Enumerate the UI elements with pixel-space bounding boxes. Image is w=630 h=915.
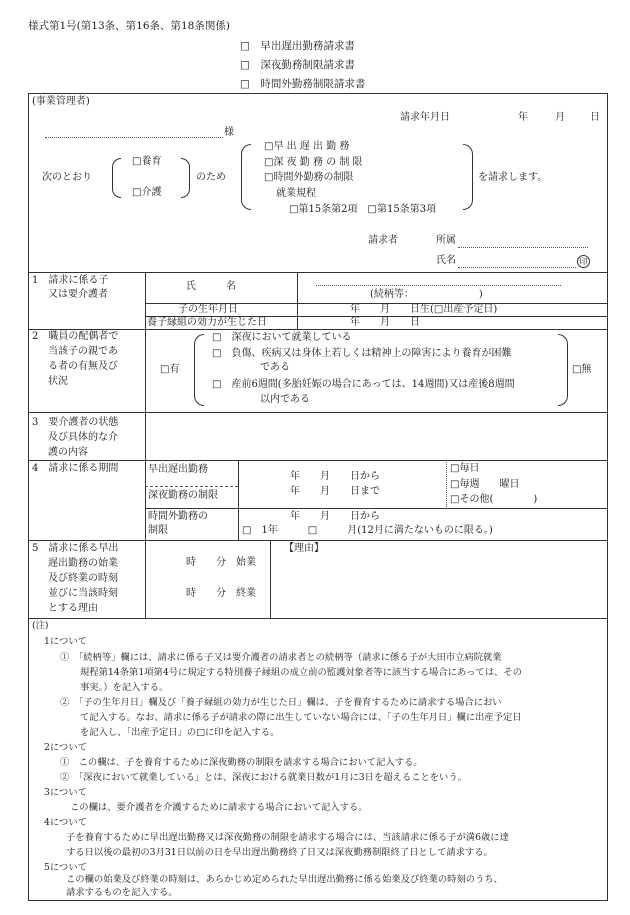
- name-label: 氏名: [436, 255, 456, 266]
- date-month: 月: [555, 112, 565, 123]
- s1-inner-line: [297, 272, 298, 329]
- divider-notes: [28, 618, 608, 619]
- s5-col-line-2: [270, 540, 271, 618]
- name-field[interactable]: [458, 267, 576, 268]
- note-line: 4について: [44, 817, 87, 828]
- s5-title-4: 並びに当該時刻: [48, 588, 118, 599]
- note-line: 子を養育するために早出遅出勤務又は深夜勤務の制限を請求する場合には、当該請求に係る子が満6歳に達: [66, 832, 509, 843]
- adopt-label: 養子縁組の効力が生じた日: [147, 317, 267, 328]
- tame-label: のため: [196, 172, 226, 183]
- article-checkboxes[interactable]: □第15条第2項 □第15条第3項: [289, 204, 437, 215]
- checkbox-night-limit[interactable]: □深 夜 勤 務 の 制 限: [264, 157, 363, 168]
- note-line: 5について: [44, 862, 87, 873]
- option-overtime-limit[interactable]: □ 時間外勤務制限請求書: [240, 78, 366, 90]
- divider-s1: [28, 272, 608, 273]
- child-name-field[interactable]: [316, 285, 561, 286]
- note-line: て記入する。なお、請求に係る子が請求の際に出生していない場合には、「子の生年月日」欄に出産予定日: [80, 712, 522, 723]
- s1-title-2: 又は要介護者: [48, 289, 108, 300]
- period-from[interactable]: 年 月 日から: [290, 471, 380, 482]
- reason-label: 【理由】: [284, 543, 324, 554]
- s2-title-2: 当該子の親であ: [48, 346, 118, 357]
- spouse-cond-2a[interactable]: □ 負傷、疾病又は身体上若しくは精神上の障害により養育が困難: [212, 348, 512, 359]
- date-year: 年: [518, 112, 528, 123]
- spouse-cond-1[interactable]: □ 深夜において就業している: [212, 332, 352, 343]
- note-line: この欄は、要介護者を介護するために請求する場合において記入する。: [70, 802, 368, 813]
- date-day: 日: [590, 112, 600, 123]
- spouse-yes-checkbox[interactable]: □有: [160, 364, 180, 375]
- s4-col-line: [238, 460, 239, 540]
- note-line: を記入し、「出産予定日」の□に印を記入する。: [80, 727, 280, 738]
- s5-title-1: 5 請求に係る早出: [32, 543, 119, 554]
- s5-title-2: 遅出勤務の始業: [48, 558, 118, 569]
- checkbox-weekly[interactable]: □毎週 曜日: [450, 479, 520, 490]
- birth-value[interactable]: 年 月 日生(□出産予定日): [350, 304, 498, 315]
- note-line: 2について: [44, 742, 87, 753]
- divider-s5: [28, 540, 608, 541]
- s2-title-3: る者の有無及び: [48, 361, 118, 372]
- adopt-value[interactable]: 年 月 日: [350, 317, 420, 328]
- note-line: ② 「深夜において就業している」とは、深夜における就業日数が1月に3日を超えることをいう。: [60, 772, 467, 783]
- option-night-limit[interactable]: □ 深夜勤務制限請求書: [240, 59, 355, 71]
- night-limit-label: 深夜勤務の制限: [148, 490, 218, 501]
- overtime-label-2: 制限: [148, 525, 168, 536]
- s5-title-3: 及び終業の時刻: [48, 573, 118, 584]
- s3-title-3: 護の内容: [48, 447, 88, 458]
- birth-label: 子の生年月日: [178, 304, 238, 315]
- follows-label: 次のとおり: [42, 172, 92, 183]
- s4-dot-divider: [446, 462, 447, 507]
- note-line: 規程第14条第1項第4号に規定する特別養子縁組の成立前の監護対象者等に該当する場合にあっては、その: [80, 667, 522, 678]
- divider-s2: [28, 329, 608, 330]
- note-line: ① 「続柄等」欄には、請求に係る子又は要介護者の請求者との続柄等（請求に係る子が大田市立病院就業: [60, 652, 502, 663]
- s2-title-4: 状況: [48, 376, 68, 387]
- divider-s4: [28, 460, 608, 461]
- s4-row-line: [145, 508, 608, 509]
- checkbox-kaigo[interactable]: □介護: [132, 187, 162, 198]
- label-column-line: [145, 272, 146, 540]
- s1-title-1: 1 請求に係る子: [32, 275, 109, 286]
- start-time[interactable]: 時 分 始業: [186, 557, 256, 568]
- checkbox-ikuji[interactable]: □養育: [132, 156, 162, 167]
- overtime-term[interactable]: □ 1年 □ 月(12月に満たないものに限る。): [242, 525, 493, 536]
- s2-title-1: 2 職員の配偶者で: [32, 331, 119, 342]
- checkbox-daily[interactable]: □毎日: [450, 463, 480, 474]
- s3-title-2: 及び具体的な介: [48, 432, 118, 443]
- early-late-label: 早出遅出勤務: [148, 464, 208, 475]
- note-line: 1について: [44, 636, 87, 647]
- divider-s3: [28, 412, 608, 413]
- s5-title-5: とする理由: [48, 603, 98, 614]
- rules-label: 就業規程: [276, 188, 316, 199]
- s4-dash-line: [145, 486, 238, 487]
- s4-title: 4 請求に係る期間: [32, 463, 119, 474]
- checkbox-overtime-limit[interactable]: □時間外勤務の制限: [264, 172, 354, 183]
- right-brace: [181, 158, 190, 198]
- s2-left-brace: [194, 334, 204, 406]
- addressee-line[interactable]: [45, 137, 223, 138]
- request-left-brace: [241, 144, 251, 210]
- notes-head: (注): [32, 620, 49, 631]
- s2-right-brace: [558, 334, 568, 406]
- note-line: する日以後の最初の3月31日以前の日を早出遅出勤務終了日又は深夜勤務制限終了日として請求する。: [66, 847, 493, 858]
- spouse-cond-3b: 以内である: [260, 394, 310, 405]
- sama-label: 様: [224, 127, 234, 138]
- child-name-label: 氏 名: [186, 281, 236, 292]
- note-line: 3について: [44, 787, 87, 798]
- note-line: ① この欄は、子を養育するために深夜勤務の制限を請求する場合において記入する。: [60, 757, 423, 768]
- form-reference: 様式第1号(第13条、第16条、第18条関係): [28, 20, 230, 32]
- overtime-label-1: 時間外勤務の: [148, 511, 208, 522]
- note-line: 事実。）を記入する。: [80, 682, 169, 693]
- note-line: この欄の始業及び終業の時刻は、あらかじめ定められた早出遅出勤務に係る始業及び終業の時刻のうち、: [66, 874, 503, 885]
- option-early-late[interactable]: □ 早出遅出勤務請求書: [240, 40, 355, 52]
- requester-label: 請求者: [368, 235, 398, 246]
- checkbox-other[interactable]: □その他( ): [450, 494, 538, 505]
- affiliation-field[interactable]: [458, 247, 588, 248]
- spouse-cond-2b: である: [260, 362, 290, 373]
- request-suffix: を請求します。: [478, 172, 548, 183]
- seal-mark: 印: [577, 255, 590, 268]
- spouse-cond-3a[interactable]: □ 産前6週間(多胎妊娠の場合にあっては、14週間)又は産後8週間: [212, 379, 515, 390]
- note-line: ② 「子の生年月日」欄及び「養子縁組の効力が生じた日」欄は、子を養育するために請求する場合におい: [60, 697, 502, 708]
- overtime-from[interactable]: 年 月 日から: [290, 511, 380, 522]
- affiliation-label: 所属: [436, 235, 456, 246]
- checkbox-early-late[interactable]: □早 出 遅 出 勤 務: [264, 141, 350, 152]
- note-line: 請求するものを記入する。: [66, 887, 178, 898]
- s3-title-1: 3 要介護者の状態: [32, 417, 119, 428]
- request-date-label: 請求年月日: [400, 112, 450, 123]
- manager-label: (事業管理者): [32, 96, 90, 107]
- end-time[interactable]: 時 分 終業: [186, 588, 256, 599]
- relation-field[interactable]: (続柄等： ): [370, 289, 483, 300]
- period-to[interactable]: 年 月 日まで: [290, 486, 380, 497]
- spouse-no-checkbox[interactable]: □無: [572, 364, 592, 375]
- s5-col-line-1: [145, 540, 146, 618]
- request-right-brace: [463, 144, 473, 210]
- left-brace: [112, 158, 121, 198]
